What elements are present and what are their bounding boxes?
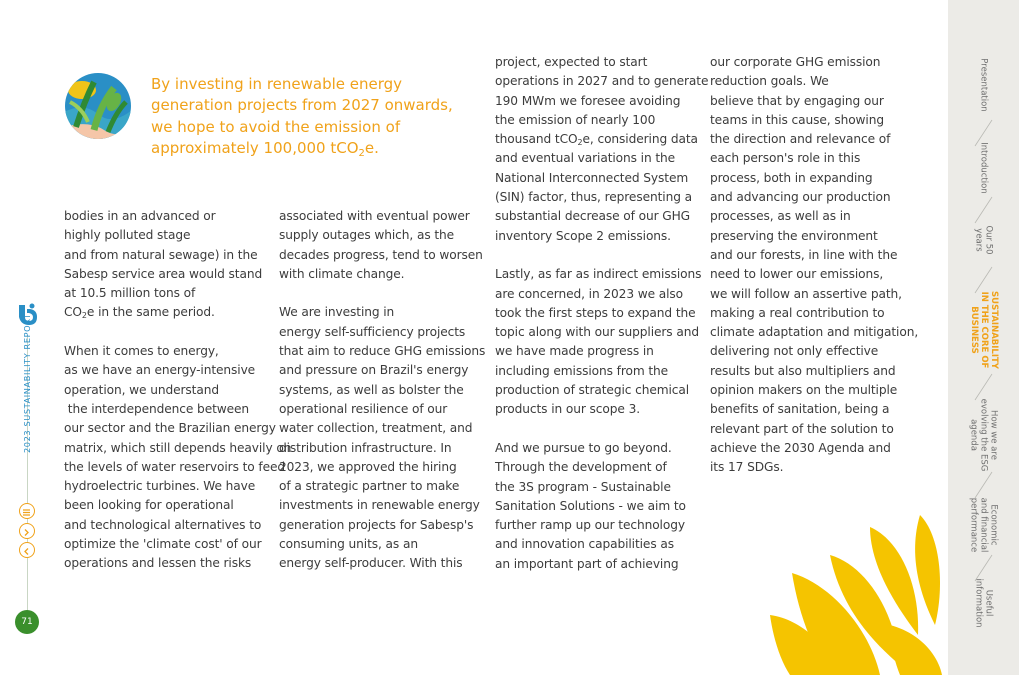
text-line: And we pursue to go beyond. xyxy=(495,440,672,455)
text-line: Sabesp service area would stand xyxy=(64,266,263,281)
text-line: highly polluted stage xyxy=(64,228,191,243)
text-line: supply outages which, as the xyxy=(279,228,455,243)
text-line: preserving the environment xyxy=(710,228,878,243)
sidebar-item-label: Economic and financial performance xyxy=(968,497,999,553)
subscript: 2 xyxy=(358,147,365,159)
text-column-4 xyxy=(710,53,940,478)
text-column-1 xyxy=(64,207,292,574)
text-line: inventory Scope 2 emissions. xyxy=(495,228,671,243)
text-line: each person's role in this xyxy=(710,151,861,166)
text-line: production of strategic chemical xyxy=(495,383,690,398)
sidebar-item-label: Presentation xyxy=(978,58,989,112)
text-line: as we have an energy-intensive xyxy=(64,363,256,378)
text-line: benefits of sanitation, being a xyxy=(710,402,890,417)
next-page-button[interactable] xyxy=(19,523,35,539)
text-line: processes, as well as in xyxy=(710,209,851,224)
sidebar-item-our-50-years[interactable] xyxy=(948,210,1019,270)
highlight-line: we hope to avoid the emission of xyxy=(151,117,401,136)
petal-decoration-icon xyxy=(770,515,948,675)
text: e, considering data xyxy=(582,132,698,147)
text-line: optimize the 'climate cost' of our xyxy=(64,537,262,552)
highlight-line: By investing in renewable energy xyxy=(151,75,403,93)
text-line: When it comes to energy, xyxy=(64,344,219,359)
text-line: investments in renewable energy xyxy=(279,498,480,513)
text-line: reduction goals. We xyxy=(710,74,829,89)
text-line: energy self-producer. With this xyxy=(279,556,463,571)
text-line: 190 MWm we foresee avoiding xyxy=(495,93,681,108)
sidebar-item-label: Our 50 years xyxy=(973,225,994,255)
text-line: water collection, treatment, and xyxy=(279,421,473,436)
text-line: energy self-sufficiency projects xyxy=(279,324,466,339)
subscript: 2 xyxy=(81,311,87,321)
text-line xyxy=(495,130,707,149)
sidebar-item-esg-agenda[interactable] xyxy=(948,390,1019,480)
text-line: been looking for operational xyxy=(64,498,234,513)
sidebar-item-label: SUSTAINABILITY IN THE CORE OF BUSINESS xyxy=(968,291,999,369)
text-line: the 3S program - Sustainable xyxy=(495,479,671,494)
section-sidebar xyxy=(948,0,1019,675)
report-label: 2023 SUSTAINABILITY REPORT xyxy=(22,313,32,453)
text-line: and technological alternatives to xyxy=(64,517,262,532)
text-line: relevant part of the solution to xyxy=(710,421,894,436)
text-line: opinion makers on the multiple xyxy=(710,383,898,398)
text-line: operation, we understand xyxy=(64,382,219,397)
sidebar-item-label: Introduction xyxy=(978,142,989,194)
text-column-3 xyxy=(495,53,707,574)
text-line: and pressure on Brazil's energy xyxy=(279,363,469,378)
text-line: we have made progress in xyxy=(495,344,654,359)
text-line: including emissions from the xyxy=(495,363,669,378)
text-line: decades progress, tend to worsen xyxy=(279,247,483,262)
text-line: are concerned, in 2023 we also xyxy=(495,286,684,301)
text-line: and innovation capabilities as xyxy=(495,537,674,552)
text-line: our corporate GHG emission xyxy=(710,55,881,69)
text-line: and our forests, in line with the xyxy=(710,247,898,262)
text-line: consuming units, as an xyxy=(279,537,418,552)
text-line: believe that by engaging our xyxy=(710,93,884,108)
text-line: process, both in expanding xyxy=(710,170,873,185)
text-line: an important part of achieving xyxy=(495,556,679,571)
text-line: products in our scope 3. xyxy=(495,402,640,417)
text-line xyxy=(64,303,276,322)
text-line: teams in this cause, showing xyxy=(710,112,884,127)
text-line: Sanitation Solutions - we aim to xyxy=(495,498,686,513)
text-line: operational resilience of our xyxy=(279,401,448,416)
text-line: that aim to reduce GHG emissions xyxy=(279,344,486,359)
text: e in the same period. xyxy=(86,305,215,320)
chevron-left-icon xyxy=(20,545,33,558)
page-number: 71 xyxy=(15,610,39,634)
subscript: 2 xyxy=(577,138,583,148)
text-line: making a real contribution to xyxy=(710,305,885,320)
sidebar-item-presentation[interactable] xyxy=(948,40,1019,130)
text-line: we will follow an assertive path, xyxy=(710,286,902,301)
text-line: We are investing in xyxy=(279,305,395,320)
text-line: substantial decrease of our GHG xyxy=(495,209,691,224)
text: thousand tCO xyxy=(495,132,578,147)
highlight-text: approximately 100,000 tCO xyxy=(151,138,359,157)
text-line: the direction and relevance of xyxy=(710,132,891,147)
text-line: generation projects for Sabesp's xyxy=(279,517,474,532)
sidebar-item-useful-information[interactable] xyxy=(948,565,1019,640)
text-line: of a strategic partner to make xyxy=(279,479,460,494)
text-line: associated with eventual power xyxy=(279,209,470,223)
text-line: the interdependence between xyxy=(64,401,250,416)
text-line: project, expected to start xyxy=(495,55,648,69)
text-line: operations in 2027 and to generate xyxy=(495,74,709,89)
text-line: and eventual variations in the xyxy=(495,151,676,166)
text-line: National Interconnected System xyxy=(495,170,689,185)
text-line: and from natural sewage) in the xyxy=(64,247,258,262)
highlight-quote xyxy=(151,74,451,159)
sidebar-item-label: Useful information xyxy=(973,577,994,628)
text-line: the emission of nearly 100 xyxy=(495,112,656,127)
text-line: delivering not only effective xyxy=(710,344,879,359)
chevron-right-icon xyxy=(20,526,33,539)
highlight-line xyxy=(151,138,451,159)
text-column-2 xyxy=(279,207,491,574)
text-line: bodies in an advanced or xyxy=(64,209,216,223)
text-line: 2023, we approved the hiring xyxy=(279,459,457,474)
text-line: need to lower our emissions, xyxy=(710,267,884,282)
text-line: and advancing our production xyxy=(710,190,891,205)
text-line: the levels of water reservoirs to feed xyxy=(64,459,286,474)
text-line: matrix, which still depends heavily on xyxy=(64,440,292,455)
menu-icon xyxy=(20,506,33,519)
text-line: climate adaptation and mitigation, xyxy=(710,325,919,340)
text-line: systems, as well as bolster the xyxy=(279,382,464,397)
text-line: took the first steps to expand the xyxy=(495,305,696,320)
text-line: results but also multipliers and xyxy=(710,363,896,378)
text-line: achieve the 2030 Agenda and xyxy=(710,440,891,455)
text-line: our sector and the Brazilian energy xyxy=(64,421,276,436)
text-line: with climate change. xyxy=(279,266,405,281)
menu-button[interactable] xyxy=(19,503,35,519)
text-line: further ramp up our technology xyxy=(495,518,685,533)
text-line: its 17 SDGs. xyxy=(710,460,784,475)
highlight-line: generation projects from 2027 onwards, xyxy=(151,96,453,115)
text-line: operations and lessen the risks xyxy=(64,556,252,571)
text-line: at 10.5 million tons of xyxy=(64,286,196,301)
text-line: distribution infrastructure. In xyxy=(279,440,452,455)
text-line: topic along with our suppliers and xyxy=(495,325,699,340)
highlight-text: e. xyxy=(364,138,379,157)
globe-illustration-icon xyxy=(64,72,132,140)
text-line: hydroelectric turbines. We have xyxy=(64,479,256,494)
text-line: Lastly, as far as indirect emissions xyxy=(495,267,702,282)
previous-page-button[interactable] xyxy=(19,542,35,558)
sidebar-item-sustainability[interactable] xyxy=(948,285,1019,375)
text: CO xyxy=(64,305,82,320)
sidebar-item-label: How we are evolving the ESG agenda xyxy=(968,398,999,472)
text-line: (SIN) factor, thus, representing a xyxy=(495,190,692,205)
text-line: Through the development of xyxy=(495,460,667,475)
